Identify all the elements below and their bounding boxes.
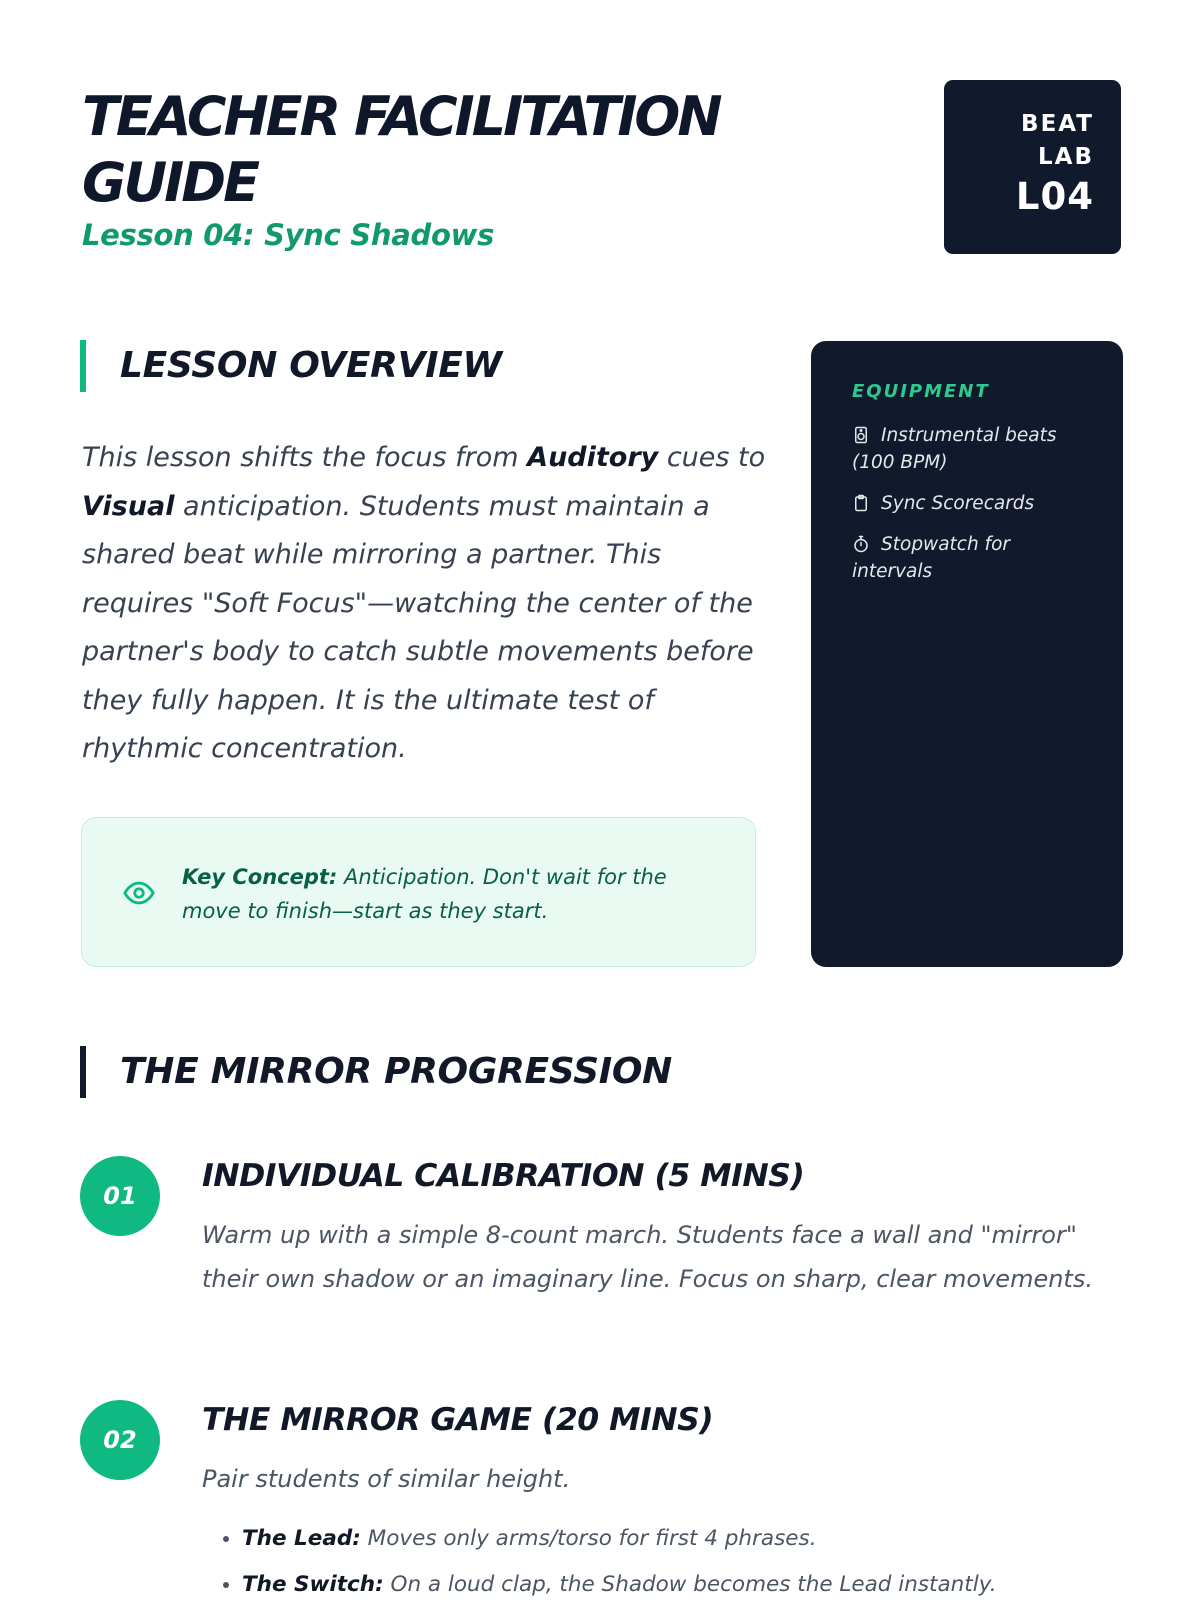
equipment-item [852,422,1083,476]
bullet-text: Moves only arms/torso for first 4 phrases. [360,1525,817,1551]
overview-paragraph [82,434,766,774]
page-title [82,84,842,216]
overview-text-mid: cues to [658,442,766,473]
eye-icon [122,876,156,910]
step-description: Pair students of similar height. [202,1465,571,1493]
lesson-badge [944,80,1121,254]
step-description: Warm up with a simple 8-count march. Students face a wall and "mirror" their own shadow or an imaginary line. Focus on sharp, clear movements. [202,1221,1093,1293]
mirror-progression-heading: THE MIRROR PROGRESSION [80,1046,672,1098]
equipment-panel [811,341,1123,967]
lesson-subtitle: Lesson 04: Sync Shadows [82,218,495,252]
equipment-item [852,531,1083,585]
key-concept-text [182,860,722,928]
speaker-icon [852,426,870,444]
overview-bold-visual: Visual [82,490,175,522]
stopwatch-icon [852,535,870,553]
bullet-label: The Lead: [242,1525,361,1551]
page-title-line1: TEACHER FACILITATION [82,85,720,148]
equipment-item-label: Sync Scorecards [881,493,1035,514]
badge-line1: BEAT [1021,111,1094,137]
key-concept-callout [81,817,756,967]
overview-text-pre: This lesson shifts the focus from [82,442,528,473]
step-number-badge: 01 [80,1156,160,1236]
bullet-label: The Switch: [242,1571,384,1597]
list-item [242,1562,1122,1600]
page-title-line2: GUIDE [82,151,257,214]
step-body [202,1400,1122,1600]
list-item [242,1516,1122,1562]
equipment-item-label: Stopwatch for intervals [852,534,1010,582]
badge-line2: LAB [1038,144,1094,170]
step-bullet-list [202,1516,1122,1600]
bullet-text: On a loud clap, the Shadow becomes the Lead instantly. [383,1571,997,1597]
step-body [202,1156,1122,1301]
clipboard-icon [852,494,870,512]
overview-text-post: anticipation. Students must maintain a shared beat while mirroring a partner. This requires "Soft Focus"—watching the center of the partner's body to catch subtle movements before they fully happen. It is the ultimate test of rhythmic concentration. [82,490,754,764]
key-concept-label: Key Concept: [182,865,338,889]
equipment-item [852,490,1083,517]
step-number-badge: 02 [80,1400,160,1480]
key-concept-body: Anticipation. Don't wait for the move to finish—start as they start. [182,865,667,923]
equipment-title: EQUIPMENT [852,381,990,402]
step-title: INDIVIDUAL CALIBRATION (5 MINS) [202,1158,805,1194]
badge-code: L04 [1015,175,1094,218]
overview-bold-auditory: Auditory [527,442,659,473]
equipment-item-label: Instrumental beats (100 BPM) [852,425,1057,473]
page-header [82,84,842,252]
lesson-overview-heading: LESSON OVERVIEW [80,340,502,392]
step-title: THE MIRROR GAME (20 MINS) [202,1402,714,1438]
